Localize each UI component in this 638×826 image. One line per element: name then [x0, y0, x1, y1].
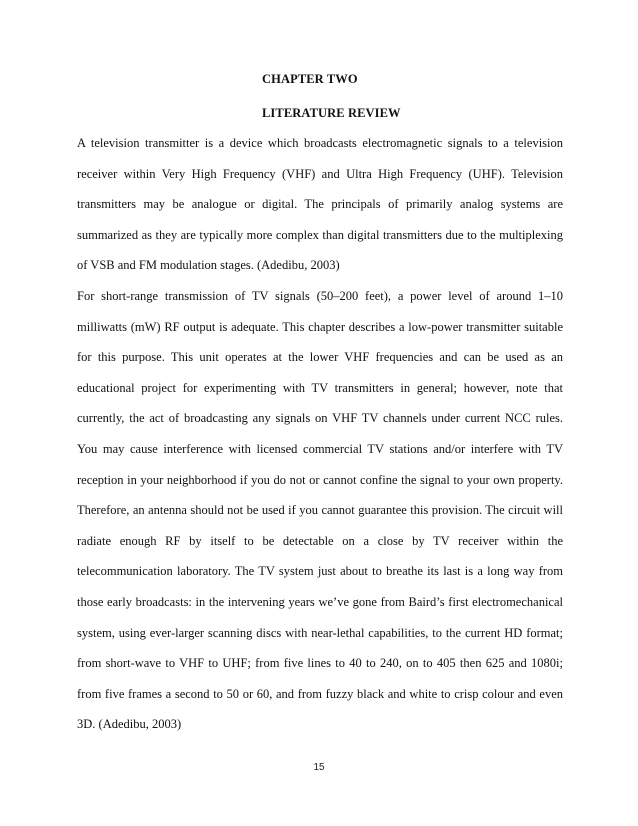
text-line: telecommunication laboratory. The TV system just about to breathe its last is a long way from [77, 564, 563, 579]
page-number: 15 [313, 762, 325, 773]
text-line: radiate enough RF by itself to be detectable on a close by TV receiver within the [77, 533, 563, 548]
text-line: educational project for experimenting with TV transmitters in general; however, note that [77, 380, 563, 395]
text-line: from short-wave to VHF to UHF; from five lines to 40 to 240, on to 405 then 625 and 1080i; [77, 656, 563, 671]
text-line: milliwatts (mW) RF output is adequate. This chapter describes a low-power transmitter suitable [77, 319, 563, 334]
body-text [77, 128, 563, 740]
text-line: receiver within Very High Frequency (VHF) and Ultra High Frequency (UHF). Television [77, 166, 563, 181]
text-line: from five frames a second to 50 or 60, and from fuzzy black and white to crisp colour and even [77, 686, 563, 701]
text-line: Therefore, an antenna should not be used if you cannot guarantee this provision. The circuit will [77, 503, 563, 518]
section-title: LITERATURE REVIEW [262, 106, 401, 120]
chapter-title: CHAPTER TWO [262, 72, 358, 86]
text-line: currently, the act of broadcasting any signals on VHF TV channels under current NCC rules. [77, 411, 563, 426]
text-line: 3D. (Adedibu, 2003) [77, 717, 182, 732]
text-line: those early broadcasts: in the intervening years we’ve gone from Baird’s first electromechanical [77, 594, 563, 609]
text-line: of VSB and FM modulation stages. (Adedibu, 2003) [77, 258, 340, 273]
text-line: for this purpose. This unit operates at the lower VHF frequencies and can be used as an [77, 350, 563, 365]
text-line: You may cause interference with licensed commercial TV stations and/or interfere with TV [77, 441, 563, 456]
text-line: A television transmitter is a device which broadcasts electromagnetic signals to a television [77, 136, 563, 150]
text-line: system, using ever-larger scanning discs with near-lethal capabilities, to the current HD format; [77, 625, 563, 640]
text-line: summarized as they are typically more complex than digital transmitters due to the multiplexing [77, 227, 563, 242]
text-line: transmitters may be analogue or digital. The principals of primarily analog systems are [77, 197, 563, 212]
text-line: reception in your neighborhood if you do not or cannot confine the signal to your own property. [77, 472, 563, 487]
text-line: For short-range transmission of TV signals (50–200 feet), a power level of around 1–10 [77, 288, 563, 303]
